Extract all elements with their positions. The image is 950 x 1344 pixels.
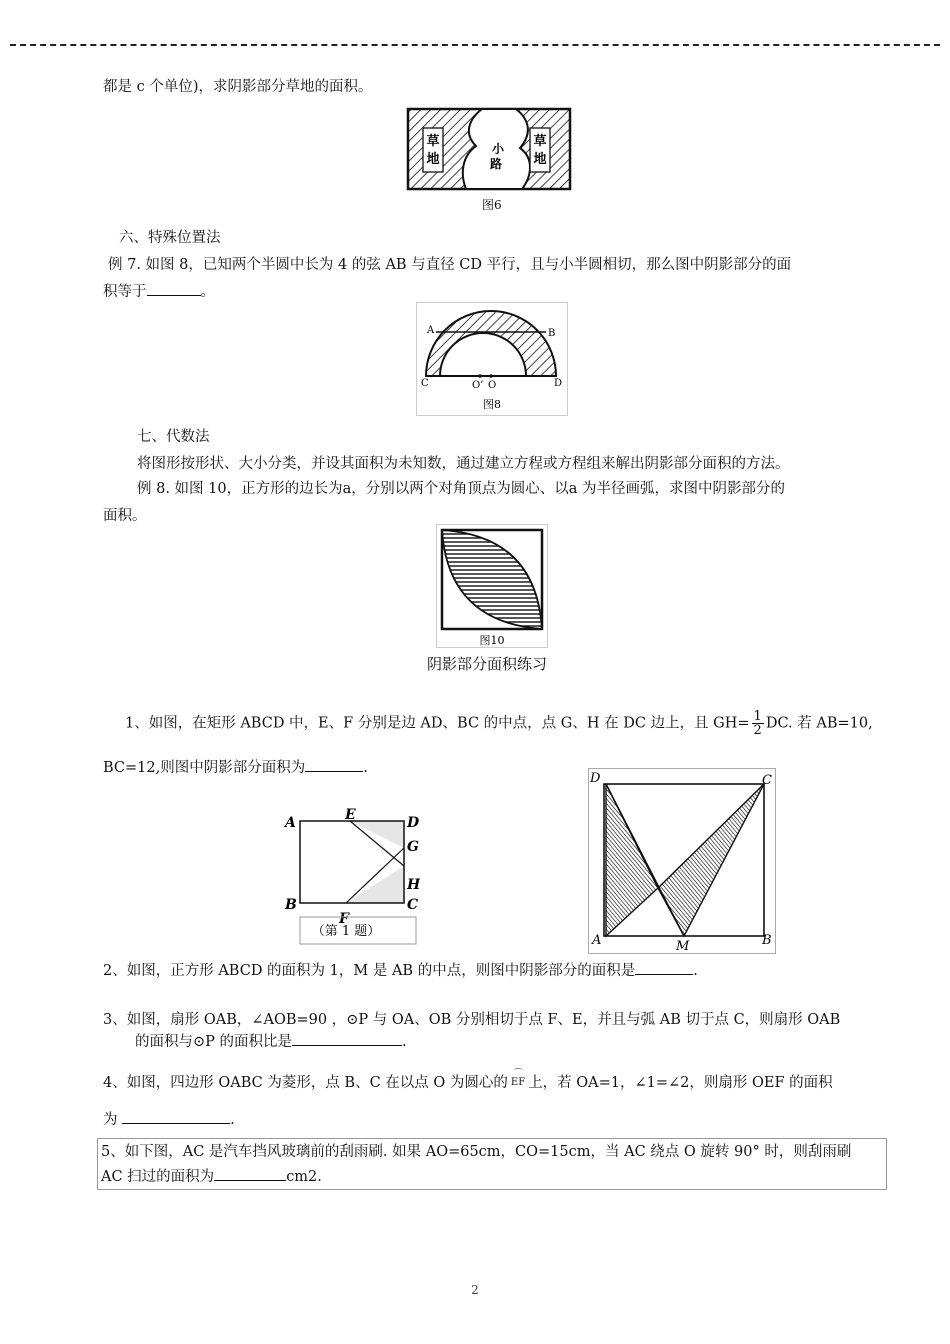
answer-blank [635,960,693,975]
fig8-label-B: B [548,328,556,339]
figq2-label-D: D [590,771,601,786]
figq2-label-B: B [762,933,772,948]
example8-line1: 例 8. 如图 10，正方形的边长为a，分别以两个对角顶点为圆心、以a 为半径画弧，求图中阴影部分的 [137,481,786,497]
fig6-path-label-1: 小 [491,142,505,156]
example7-line1: 例 7. 如图 8，已知两个半圆中长为 4 的弦 AB 与直径 CD 平行，且与小半圆相切，那么图中阴影部分的面 [108,257,792,273]
practice-title: 阴影部分面积练习 [427,655,548,673]
q3-line1: 3、如图，扇形 OAB，∠AOB=90 ，⊙P 与 OA、OB 分别相切于点 F、E，并且与弧 AB 切于点 C，则扇形 OAB [103,1012,841,1028]
figq1-label-D: D [407,815,420,831]
figq2-label-A: A [592,933,602,948]
figq2-label-C: C [762,773,772,788]
fig8-label-A: A [427,325,435,336]
answer-blank [292,1031,402,1046]
figure-10 [436,524,548,648]
answer-blank [122,1109,230,1124]
figq1-label-G: G [407,839,419,855]
q5-line2: AC 扫过的面积为 cm2. [101,1166,322,1187]
answer-blank [214,1166,286,1181]
fig6-path-label-2: 路 [489,157,503,171]
figure-6 [404,106,574,192]
figq1-label-A: A [285,815,296,831]
figure-q1-rectangle [280,805,420,947]
fig6-right-label-2: 地 [533,152,547,167]
answer-blank [147,281,201,296]
fig8-label-C: C [421,378,429,389]
top-dashed-divider [10,44,940,46]
q4-line2: 为 . [103,1109,235,1130]
section7-title: 七、代数法 [137,429,210,445]
top-text: 都是 c 个单位)，求阴影部分草地的面积。 [103,79,373,95]
figure-q2-square [588,768,776,954]
fraction-half: $\frac{1}{2}$ [753,709,762,738]
fig8-caption: 图8 [483,398,501,411]
fig8-label-O2: O’ [472,380,484,391]
answer-blank [305,757,363,772]
example8-line2: 面积。 [103,508,147,524]
example7-line2: 积等于 。 [103,281,215,302]
fig6-left-label-1: 草 [426,134,440,149]
figq1-label-E: E [345,807,356,823]
q5-line1: 5、如下图，AC 是汽车挡风玻璃前的刮雨刷. 如果 AO=65cm，CO=15cm，当 AC 绕点 O 旋转 90° 时，则刮雨刷 [101,1144,852,1160]
fig8-label-O: O [488,380,497,391]
figq1-caption: （第 1 题） [311,924,381,939]
figq2-label-M: M [676,939,690,954]
fig6-right-label-1: 草 [533,134,547,149]
arc-ef-symbol: ⌒ EF [510,1069,526,1088]
q2-text: 2、如图，正方形 ABCD 的面积为 1，M 是 AB 的中点，则图中阴影部分的面积是 . [103,960,698,981]
figq1-label-B: B [285,897,297,913]
section7-desc: 将图形按形状、大小分类，并设其面积为未知数，通过建立方程或方程组来解出阴影部分面积的方法。 [137,456,790,472]
q4-line1: 4、如图，四边形 OABC 为菱形，点 B、C 在以点 O 为圆心的 ⌒ EF 上，若 OA=1，∠1=∠2，则扇形 OEF 的面积 [103,1069,833,1091]
figure-8 [416,302,568,416]
q1-line2: BC=12,则图中阴影部分面积为 . [103,757,368,778]
figq1-label-H: H [407,877,420,893]
figq1-label-C: C [407,897,419,913]
fig8-label-D: D [554,378,563,389]
q3-line2: 的面积与⊙P 的面积比是 . [135,1031,407,1052]
fig6-left-label-2: 地 [426,152,440,167]
section6-title: 六、特殊位置法 [119,230,221,246]
q1-line1: 1、如图，在矩形 ABCD 中，E、F 分别是边 AD、BC 的中点，点 G、H 在 DC 边上，且 GH= $\frac{1}{2}$ DC. 若 AB=10, [125,709,873,738]
page-number: 2 [471,1283,479,1297]
fig10-caption: 图10 [479,634,505,647]
fig6-caption: 图6 [482,198,502,212]
figq1-label-F: F [339,911,349,927]
